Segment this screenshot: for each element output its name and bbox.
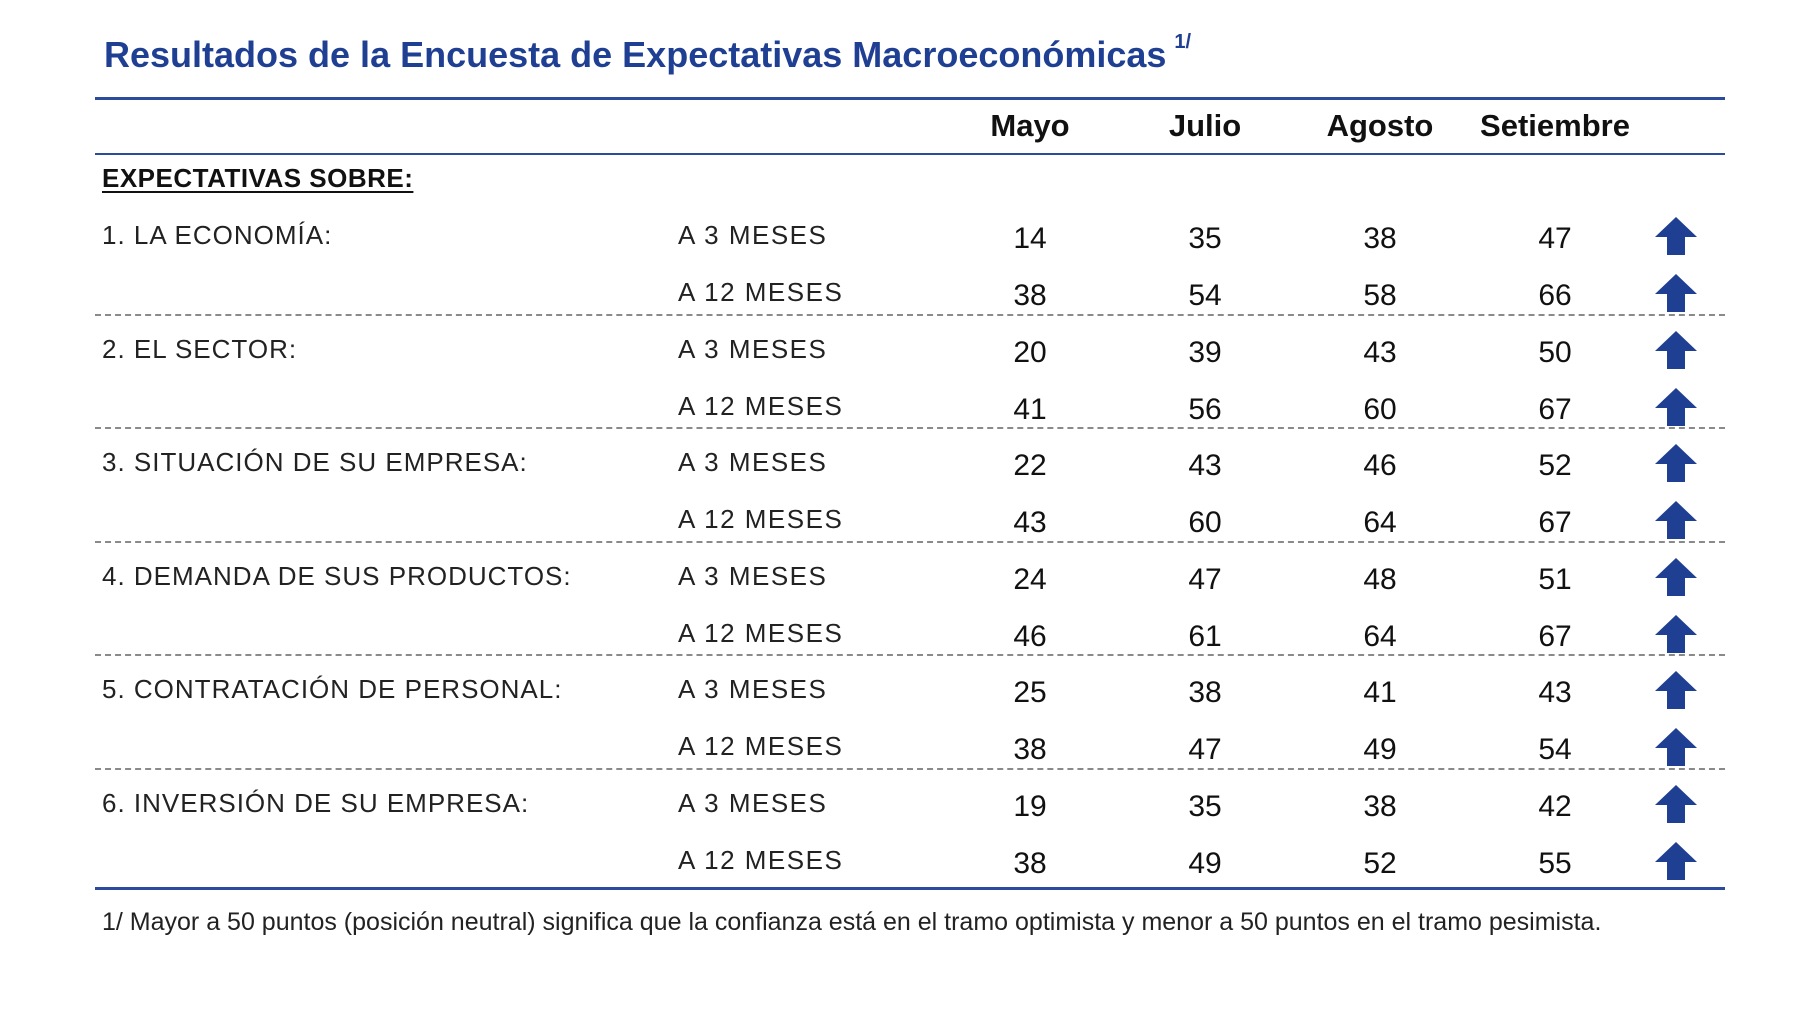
up-arrow-icon: [1654, 500, 1698, 540]
value-cell: 61: [1188, 619, 1222, 653]
value-cell: 47: [1188, 733, 1222, 766]
value-cell: 56: [1188, 392, 1222, 426]
page-title: [104, 31, 1192, 76]
up-arrow-icon: [1654, 784, 1698, 824]
value-cell: 60: [1363, 392, 1397, 426]
value-cell: 66: [1538, 279, 1572, 312]
group-divider: [95, 654, 1725, 656]
value-cell: 46: [1363, 449, 1397, 482]
horizon-label: A 3 MESES: [678, 560, 828, 591]
title-footnote-ref: 1/: [1174, 31, 1192, 53]
value-cell: 54: [1538, 733, 1572, 766]
group-divider: [95, 427, 1725, 429]
value-cell: 19: [1013, 789, 1047, 823]
horizon-label: A 12 MESES: [678, 277, 844, 307]
value-cell: 38: [1363, 222, 1397, 255]
value-cell: 49: [1363, 733, 1397, 766]
up-arrow-icon: [1654, 330, 1698, 370]
horizon-label: A 12 MESES: [678, 504, 844, 534]
value-cell: 41: [1013, 392, 1047, 426]
header-rule: [95, 153, 1725, 155]
value-cell: 67: [1538, 392, 1572, 426]
up-arrow-icon: [1654, 557, 1698, 597]
value-cell: 35: [1188, 222, 1222, 255]
horizon-label: A 3 MESES: [678, 787, 828, 818]
section-header: EXPECTATIVAS SOBRE:: [102, 163, 414, 193]
value-cell: 43: [1013, 506, 1047, 539]
value-cell: 25: [1013, 676, 1047, 709]
value-cell: 14: [1013, 222, 1047, 255]
value-cell: 49: [1188, 846, 1222, 880]
up-arrow-icon: [1654, 443, 1698, 483]
value-cell: 60: [1188, 506, 1222, 539]
column-header-agosto: Agosto: [1326, 108, 1434, 143]
value-cell: 35: [1188, 789, 1222, 823]
category-label: 2. EL SECTOR:: [102, 333, 298, 364]
up-arrow-icon: [1654, 841, 1698, 881]
value-cell: 38: [1013, 846, 1047, 880]
group-divider: [95, 541, 1725, 543]
column-header-julio: Julio: [1168, 108, 1242, 143]
horizon-label: A 12 MESES: [678, 390, 844, 421]
horizon-label: A 3 MESES: [678, 333, 828, 364]
column-header-mayo: Mayo: [990, 108, 1070, 143]
value-cell: 43: [1363, 335, 1397, 369]
up-arrow-icon: [1654, 216, 1698, 256]
horizon-label: A 12 MESES: [678, 844, 844, 875]
value-cell: 46: [1013, 619, 1047, 653]
bottom-rule: [95, 887, 1725, 890]
value-cell: 42: [1538, 789, 1572, 823]
horizon-label: A 3 MESES: [678, 447, 828, 477]
value-cell: 67: [1538, 506, 1572, 539]
category-label: 4. DEMANDA DE SUS PRODUCTOS:: [102, 560, 572, 591]
column-header-setiembre: Setiembre: [1480, 108, 1630, 143]
value-cell: 64: [1363, 619, 1397, 653]
value-cell: 52: [1363, 846, 1397, 880]
value-cell: 50: [1538, 335, 1572, 369]
value-cell: 20: [1013, 335, 1047, 369]
value-cell: 48: [1363, 562, 1397, 596]
group-divider: [95, 314, 1725, 316]
up-arrow-icon: [1654, 727, 1698, 767]
value-cell: 41: [1363, 676, 1397, 709]
category-label: 1. LA ECONOMÍA:: [102, 220, 333, 250]
value-cell: 54: [1188, 279, 1222, 312]
value-cell: 38: [1013, 279, 1047, 312]
category-label: 3. SITUACIÓN DE SU EMPRESA:: [102, 447, 528, 477]
value-cell: 22: [1013, 449, 1047, 482]
up-arrow-icon: [1654, 614, 1698, 654]
group-divider: [95, 768, 1725, 770]
horizon-label: A 3 MESES: [678, 674, 828, 704]
up-arrow-icon: [1654, 273, 1698, 313]
value-cell: 67: [1538, 619, 1572, 653]
value-cell: 47: [1538, 222, 1572, 255]
value-cell: 38: [1013, 733, 1047, 766]
category-label: 5. CONTRATACIÓN DE PERSONAL:: [102, 674, 563, 704]
horizon-label: A 12 MESES: [678, 617, 844, 648]
footnote: 1/ Mayor a 50 puntos (posición neutral) significa que la confianza está en el tramo optimista y menor a 50 puntos en el tramo pesimista.: [102, 908, 1602, 936]
value-cell: 55: [1538, 846, 1572, 880]
value-cell: 51: [1538, 562, 1572, 596]
value-cell: 64: [1363, 506, 1397, 539]
up-arrow-icon: [1654, 670, 1698, 710]
horizon-label: A 3 MESES: [678, 220, 828, 250]
value-cell: 43: [1188, 449, 1222, 482]
value-cell: 38: [1363, 789, 1397, 823]
horizon-label: A 12 MESES: [678, 731, 844, 761]
value-cell: 38: [1188, 676, 1222, 709]
category-label: 6. INVERSIÓN DE SU EMPRESA:: [102, 787, 530, 818]
value-cell: 47: [1188, 562, 1222, 596]
value-cell: 39: [1188, 335, 1222, 369]
value-cell: 24: [1013, 562, 1047, 596]
value-cell: 58: [1363, 279, 1397, 312]
value-cell: 52: [1538, 449, 1572, 482]
value-cell: 43: [1538, 676, 1572, 709]
title-text: Resultados de la Encuesta de Expectativas Macroeconómicas: [104, 34, 1167, 75]
top-rule: [95, 97, 1725, 100]
up-arrow-icon: [1654, 387, 1698, 427]
